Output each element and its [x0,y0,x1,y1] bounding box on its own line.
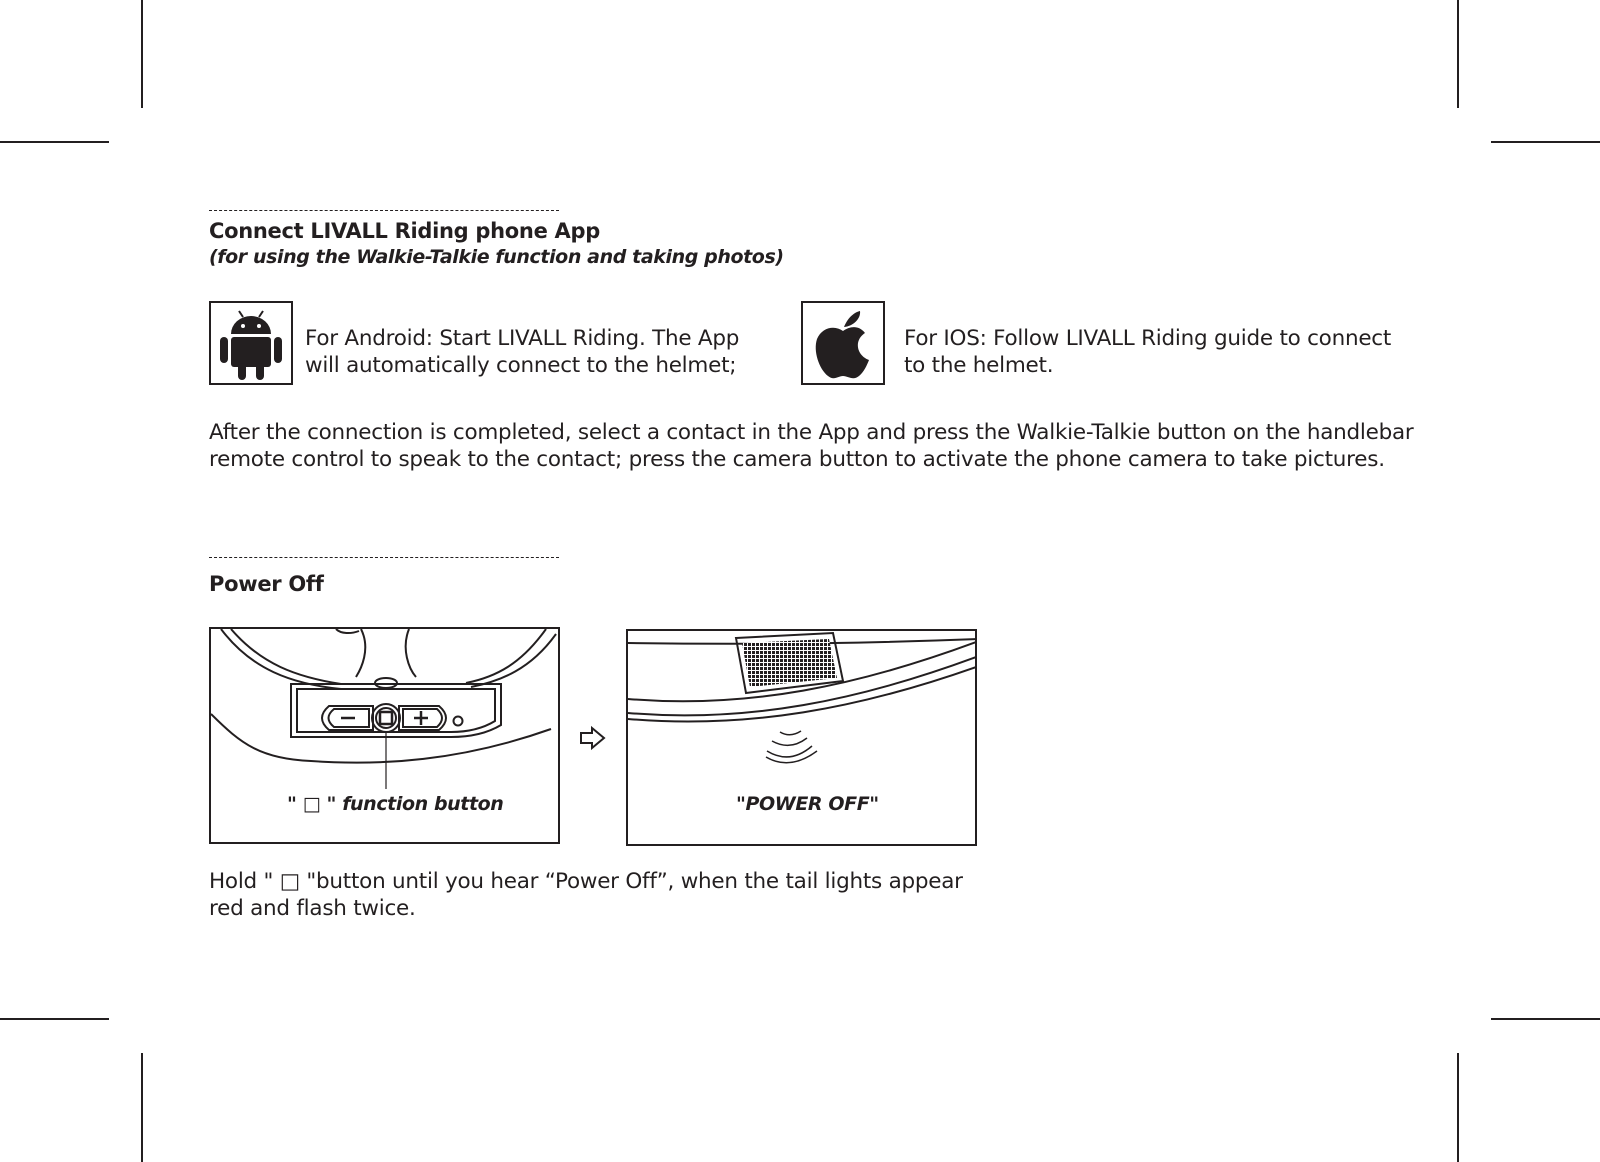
crop-mark [1457,0,1459,108]
apple-icon-box [801,301,885,385]
after-connection-text: After the connection is completed, select a contact in the App and press the Walkie-Talkie button on the handlebar remote control to speak to the contact; press the camera button to activate the phone camera to take pictures. [209,420,1414,472]
crop-mark [141,0,143,108]
crop-mark [1491,1018,1600,1020]
android-icon-box [209,301,293,385]
power-off-instructions: Hold " □ "button until you hear “Power Off”, when the tail lights appear red and flash twice. [209,869,963,921]
crop-mark [141,1053,143,1162]
power-section-title: Power Off [209,572,324,596]
crop-mark [0,141,109,143]
crop-mark [1457,1053,1459,1162]
section-divider [209,557,559,558]
ios-instructions: For IOS: Follow LIVALL Riding guide to connect to the helmet. [904,326,1392,378]
crop-mark [1491,141,1600,143]
android-icon [211,303,291,383]
function-button-caption: " □ " function button [287,793,504,815]
connect-section-title: Connect LIVALL Riding phone App [209,219,600,243]
crop-mark [0,1018,109,1020]
arrow-right-icon [578,725,608,751]
connect-section-subtitle: (for using the Walkie-Talkie function and taking photos) [209,246,784,268]
power-off-caption: "POWER OFF" [736,793,879,815]
android-instructions: For Android: Start LIVALL Riding. The App will automatically connect to the helmet; [305,326,740,378]
section-divider [209,210,559,211]
apple-icon [803,303,883,383]
